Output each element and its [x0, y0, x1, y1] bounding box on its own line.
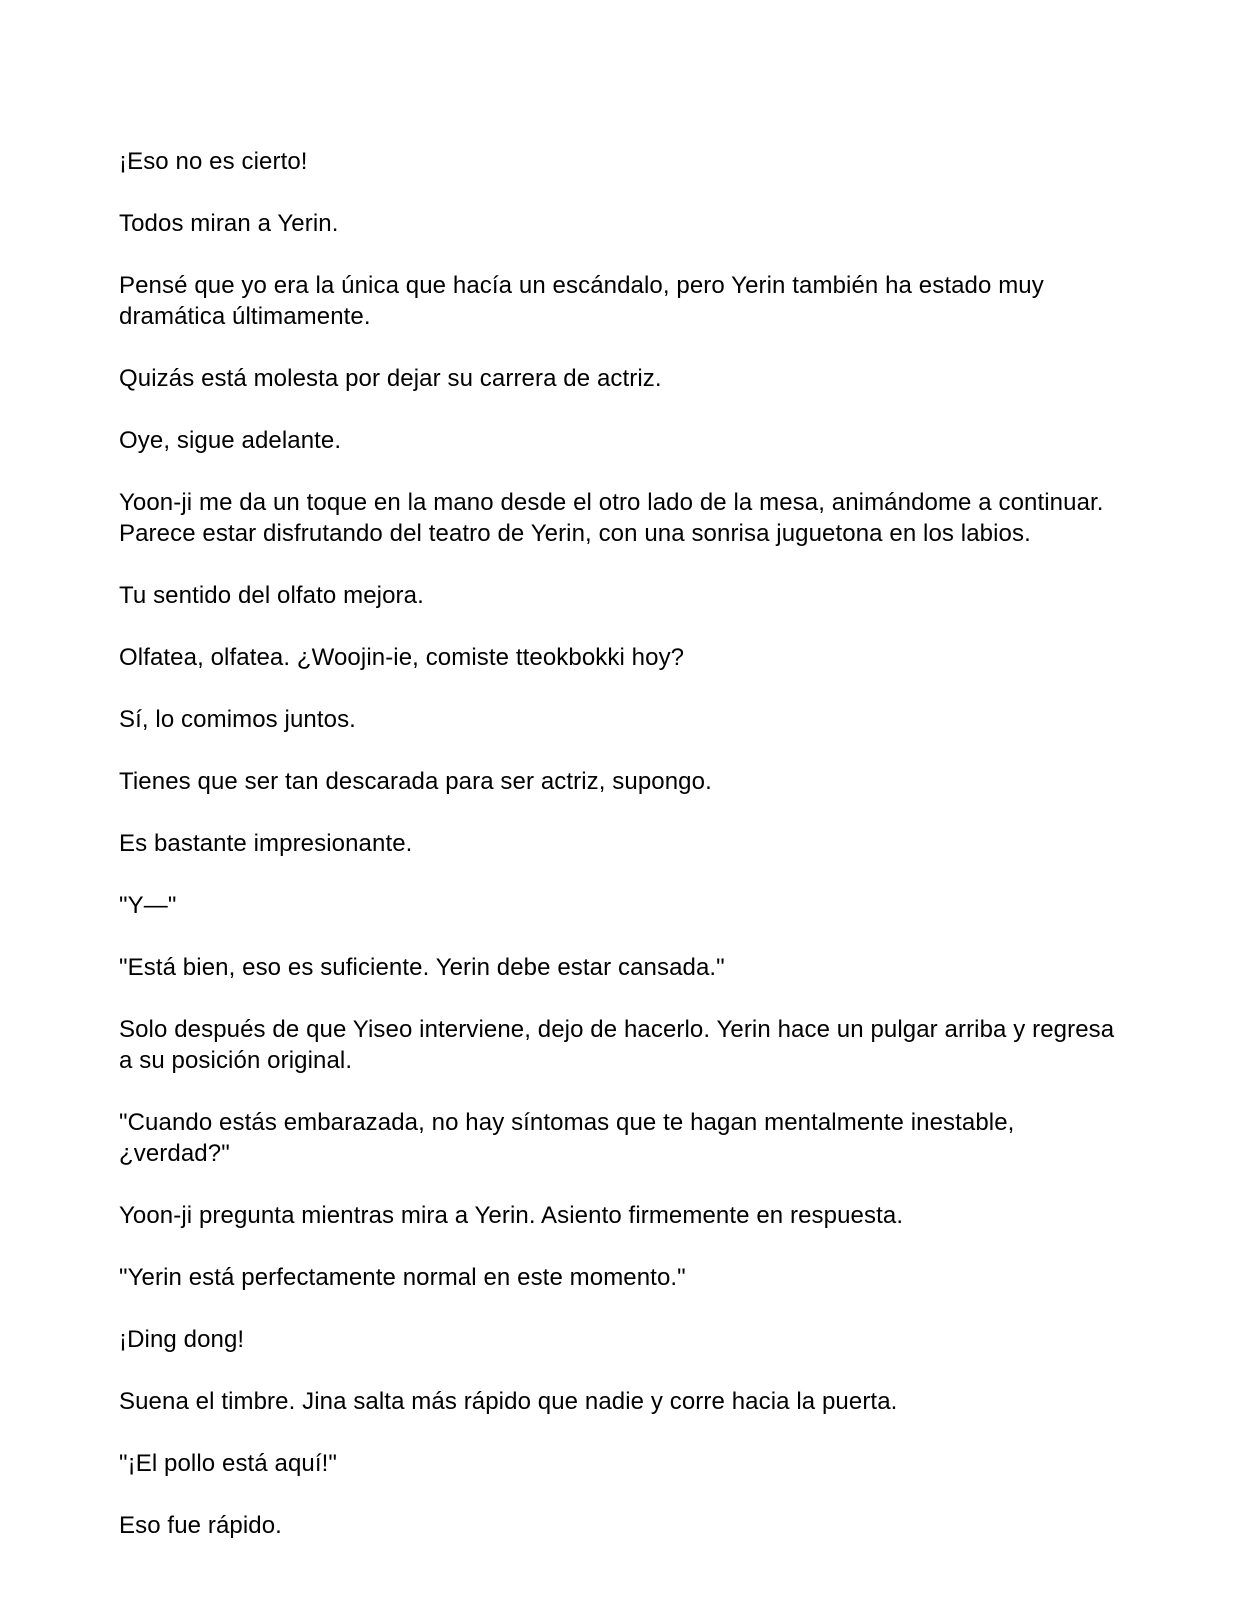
paragraph: Tu sentido del olfato mejora. [119, 582, 424, 609]
paragraph: "Y—" [119, 892, 177, 919]
paragraph: ¡Ding dong! [119, 1326, 245, 1353]
paragraph: "Yerin está perfectamente normal en este momento." [119, 1264, 686, 1291]
document-body [119, 146, 1129, 1572]
paragraph: "Cuando estás embarazada, no hay síntomas que te hagan mentalmente inestable, ¿verdad?" [119, 1109, 1015, 1167]
paragraph: "Está bien, eso es suficiente. Yerin debe estar cansada." [119, 954, 725, 981]
paragraph: Es bastante impresionante. [119, 830, 413, 857]
paragraph: Suena el timbre. Jina salta más rápido que nadie y corre hacia la puerta. [119, 1388, 898, 1415]
paragraph: Oye, sigue adelante. [119, 427, 342, 454]
paragraph: Eso fue rápido. [119, 1512, 282, 1539]
paragraph: Tienes que ser tan descarada para ser actriz, supongo. [119, 768, 712, 795]
paragraph: Todos miran a Yerin. [119, 210, 339, 237]
paragraph: Olfatea, olfatea. ¿Woojin-ie, comiste tteokbokki hoy? [119, 644, 685, 671]
paragraph: "¡El pollo está aquí!" [119, 1450, 338, 1477]
paragraph: Yoon-ji me da un toque en la mano desde el otro lado de la mesa, animándome a continuar. Parece estar disfrutando del teatro de Yerin, con una sonrisa juguetona en los labios. [119, 489, 1104, 547]
paragraph: Sí, lo comimos juntos. [119, 706, 356, 733]
paragraph: Pensé que yo era la única que hacía un escándalo, pero Yerin también ha estado muy dramática últimamente. [119, 272, 1044, 330]
paragraph: ¡Eso no es cierto! [119, 148, 308, 175]
paragraph: Quizás está molesta por dejar su carrera de actriz. [119, 365, 662, 392]
paragraph: Yoon-ji pregunta mientras mira a Yerin. Asiento firmemente en respuesta. [119, 1202, 904, 1229]
paragraph: Solo después de que Yiseo interviene, dejo de hacerlo. Yerin hace un pulgar arriba y regresa a su posición original. [119, 1016, 1115, 1074]
